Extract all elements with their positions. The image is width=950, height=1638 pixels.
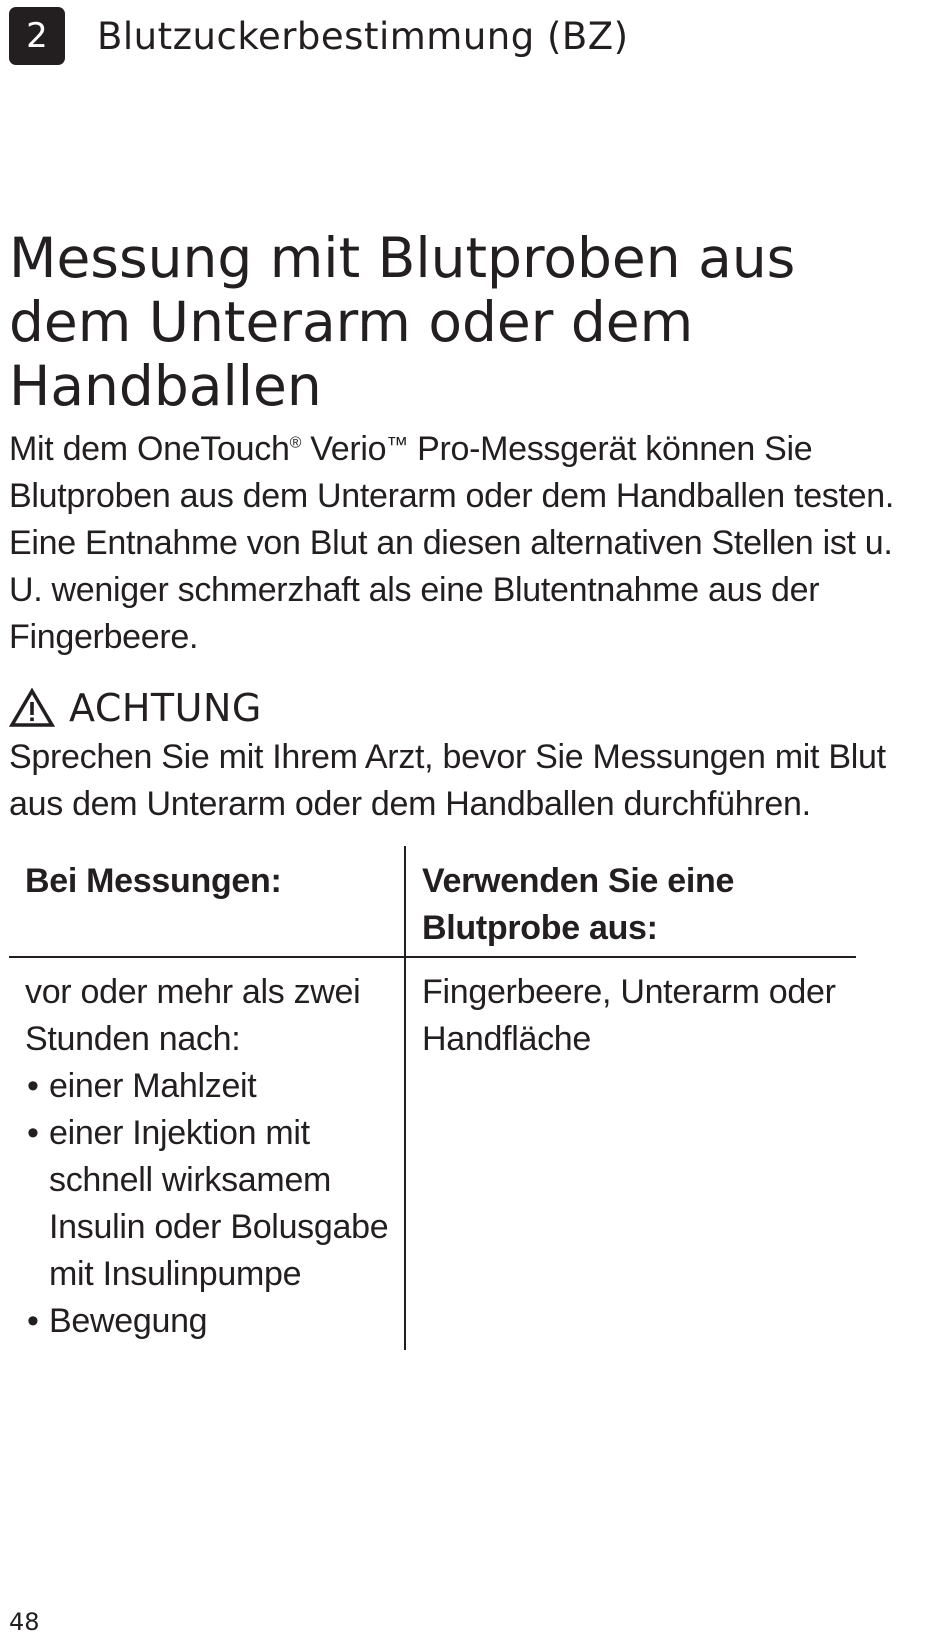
intro-text-part1: Mit dem OneTouch xyxy=(9,430,290,468)
page-title: Messung mit Blutproben aus dem Unterarm oder dem Handballen xyxy=(9,226,796,418)
table-header-condition: Bei Messungen: xyxy=(25,862,282,900)
warning-heading xyxy=(9,684,262,732)
page-number: 48 xyxy=(9,1608,40,1636)
table-cell-sample-sites: Fingerbeere, Unterarm oder Handfläche xyxy=(422,973,836,1058)
chapter-title: Blutzuckerbestimmung (BZ) xyxy=(97,14,629,58)
list-item: • einer Mahlzeit xyxy=(25,1063,400,1110)
intro-text-part2: Verio xyxy=(301,430,387,468)
condition-list xyxy=(25,1063,400,1345)
condition-intro: vor oder mehr als zwei Stunden nach: xyxy=(25,973,361,1058)
list-item: • einer Injektion mit schnell wirksamem Insulin oder Bolusgabe mit Insulinpumpe xyxy=(25,1110,400,1298)
table-header-divider xyxy=(9,956,856,958)
list-item: • Bewegung xyxy=(25,1298,400,1345)
intro-paragraph xyxy=(9,426,909,661)
warning-label: ACHTUNG xyxy=(69,686,262,730)
intro-text-part3: Pro-Messgerät können Sie Blutproben aus dem Unterarm oder dem Handballen testen. Eine Entnahme von Blut an diesen alternativen Stellen ist u. U. weniger schmerzhaft als eine Blutentnahme aus der Fingerbeere. xyxy=(9,430,895,656)
chapter-number-badge: 2 xyxy=(9,7,65,65)
table-column-divider xyxy=(404,846,406,1350)
table-header-sample-site: Verwenden Sie eine Blutprobe aus: xyxy=(422,862,735,947)
sampling-site-table xyxy=(9,846,856,1350)
chapter-header xyxy=(9,7,629,65)
registered-mark: ® xyxy=(289,434,302,452)
trademark-mark: ™ xyxy=(386,432,408,457)
warning-text: Sprechen Sie mit Ihrem Arzt, bevor Sie Messungen mit Blut aus dem Unterarm oder dem Handballen durchführen. xyxy=(9,738,886,823)
table-cell-conditions xyxy=(25,969,400,1345)
warning-triangle-icon xyxy=(9,688,55,728)
